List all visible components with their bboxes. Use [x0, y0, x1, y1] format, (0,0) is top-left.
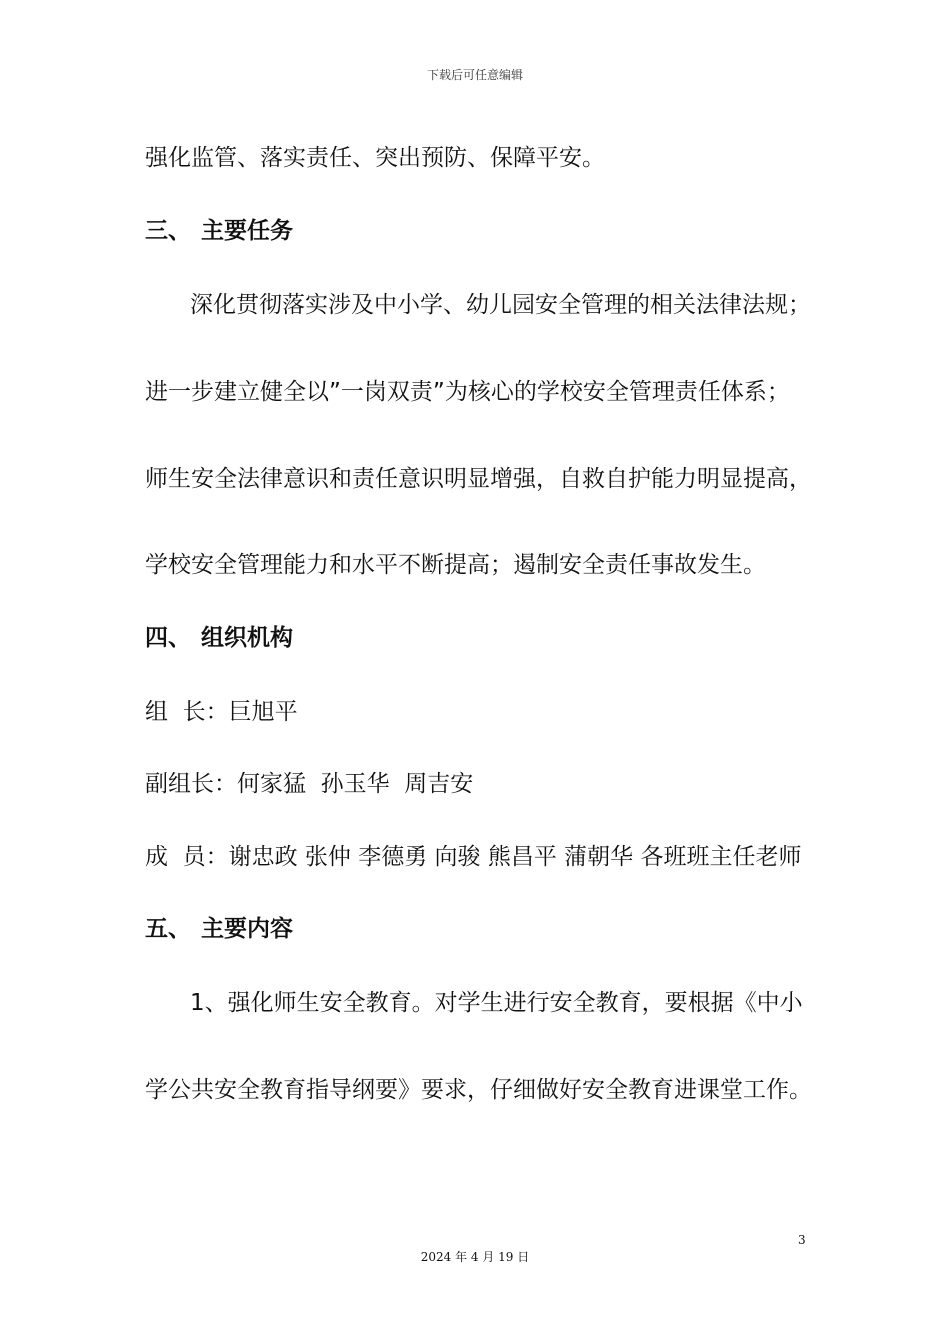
- body-line-1: 强化监管、落实责任、突出预防、保障平安。: [145, 145, 605, 171]
- section-title: 主要任务: [201, 218, 293, 244]
- body-line-7: 学公共安全教育指导纲要》要求，仔细做好安全教育进课堂工作。: [145, 1077, 812, 1103]
- page-number: 3: [798, 1233, 806, 1247]
- section-number: 三、: [145, 218, 191, 244]
- section-number: 四、: [145, 625, 191, 651]
- leader-line: 组 长：巨旭平: [145, 699, 298, 725]
- body-line-4: 师生安全法律意识和责任意识明显增强，自救自护能力明显提高，: [145, 466, 812, 492]
- deputy-line: 副组长：何家猛 孙玉华 周吉安: [145, 771, 474, 797]
- section-number: 五、: [145, 916, 191, 942]
- members-line: 成 员：谢忠政 张仲 李德勇 向骏 熊昌平 蒲朝华 各班班主任老师: [145, 844, 802, 870]
- body-line-5: 学校安全管理能力和水平不断提高；遏制安全责任事故发生。: [145, 552, 766, 578]
- header-note: 下载后可任意编辑: [426, 68, 523, 82]
- footer-date: 2024 年 4 月 19 日: [420, 1250, 530, 1264]
- section-title: 组织机构: [201, 625, 293, 651]
- section-heading-4: [145, 623, 293, 653]
- section-heading-5: [145, 914, 293, 944]
- body-line-2: 深化贯彻落实涉及中小学、幼儿园安全管理的相关法律法规；: [190, 292, 811, 318]
- body-line-6: 1、强化师生安全教育。对学生进行安全教育，要根据《中小: [190, 990, 803, 1016]
- section-heading-3: [145, 216, 293, 246]
- body-line-3: 进一步建立健全以”一岗双责”为核心的学校安全管理责任体系；: [145, 379, 790, 405]
- section-title: 主要内容: [201, 916, 293, 942]
